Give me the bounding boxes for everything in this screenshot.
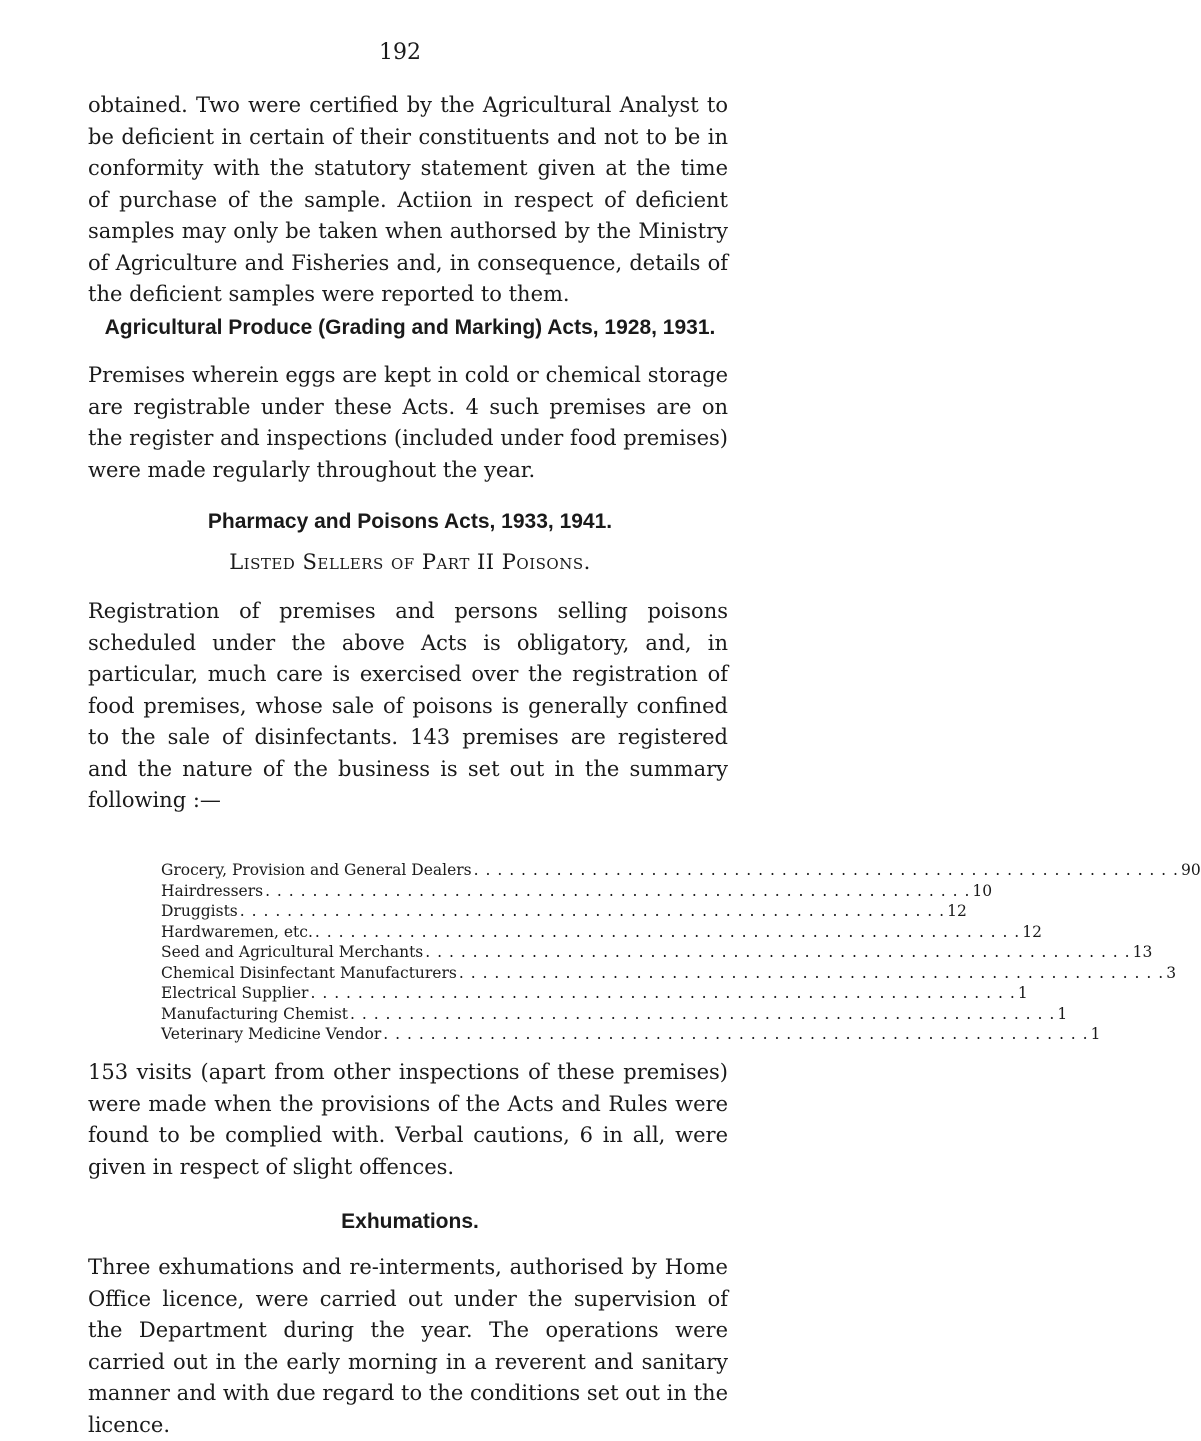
heading-agricultural-produce-acts: Agricultural Produce (Grading and Marking) Acts, 1928, 1931.	[104, 316, 716, 339]
summary-label: Electrical Supplier	[161, 984, 309, 1002]
summary-label: Druggists	[161, 902, 238, 920]
summary-label: Hairdressers	[161, 881, 264, 900]
dot-leader: . . . . . . . . . . . . . . . . . . . . . . . . . . . . . . . . . . . . . . . . . . . . . . . . . . . . . . . . . . . .	[473, 861, 1179, 879]
dot-leader: . . . . . . . . . . . . . . . . . . . . . . . . . . . . . . . . . . . . . . . . . . . . . . . . . . . . . . . . . . . .	[350, 1004, 1056, 1023]
paragraph-analyst-samples: obtained. Two were certified by the Agricultural Analyst to be deficient in certain of their constituents and not to be in conformity with the statutory statement given at the time of purchase of the sample. Actiion in respect of deficient samples may only be taken when authorsed by the Ministry of Agriculture and Fisheries and, in consequence, details of the deficient samples were reported to them.	[88, 93, 728, 306]
heading-exhumations: Exhumations.	[341, 1210, 479, 1233]
dot-leader: . . . . . . . . . . . . . . . . . . . . . . . . . . . . . . . . . . . . . . . . . . . . . . . . . . . . . . . . . . . .	[239, 902, 946, 920]
summary-value: 10	[972, 881, 993, 900]
summary-row	[161, 860, 1201, 881]
business-summary-list	[161, 860, 1201, 1045]
summary-row	[161, 1024, 1101, 1045]
paragraph-exhumations: Three exhumations and re-interments, authorised by Home Office licence, were carried out under the supervision of the Department during the year. The operations were carried out in the early morning in a reverent and sanitary manner and with due regard to the conditions set out in the licence.	[88, 1255, 728, 1437]
summary-label: Veterinary Medicine Vendor	[161, 1025, 382, 1043]
heading-pharmacy-poisons-acts: Pharmacy and Poisons Acts, 1933, 1941.	[207, 510, 613, 533]
summary-label: Grocery, Provision and General Dealers	[161, 861, 472, 879]
dot-leader: . . . . . . . . . . . . . . . . . . . . . . . . . . . . . . . . . . . . . . . . . . . . . . . . . . . . . . . . . . . .	[310, 984, 1016, 1002]
summary-label: Hardwaremen, etc.	[161, 922, 313, 941]
page-number: 192	[379, 40, 421, 65]
paragraph-registration: Registration of premises and persons selling poisons scheduled under the above Acts is obligatory, and, in particular, much care is exercised over the registration of food premises, whose sale of poisons is generally confined to the sale of disinfectants. 143 premises are registered and the nature of the business is set out in the summary following :—	[88, 599, 728, 812]
summary-row	[161, 963, 1177, 984]
summary-value: 12	[1022, 922, 1042, 941]
summary-row	[161, 1004, 1068, 1025]
summary-value: 12	[947, 902, 967, 920]
dot-leader: . . . . . . . . . . . . . . . . . . . . . . . . . . . . . . . . . . . . . . . . . . . . . . . . . . . . . . . . . . . .	[314, 922, 1021, 941]
summary-value: 1	[1017, 984, 1028, 1002]
summary-label: Seed and Agricultural Merchants	[161, 943, 424, 961]
summary-row	[161, 922, 1042, 943]
summary-label: Manufacturing Chemist	[161, 1004, 348, 1023]
summary-value: 1	[1057, 1004, 1068, 1023]
dot-leader: . . . . . . . . . . . . . . . . . . . . . . . . . . . . . . . . . . . . . . . . . . . . . . . . . . . . . . . . . . . .	[383, 1025, 1089, 1043]
dot-leader: . . . . . . . . . . . . . . . . . . . . . . . . . . . . . . . . . . . . . . . . . . . . . . . . . . . . . . . . . . . .	[458, 963, 1165, 982]
summary-value: 3	[1166, 963, 1177, 982]
dot-leader: . . . . . . . . . . . . . . . . . . . . . . . . . . . . . . . . . . . . . . . . . . . . . . . . . . . . . . . . . . . .	[265, 881, 971, 900]
paragraph-egg-storage: Premises wherein eggs are kept in cold or chemical storage are registrable under these Acts. 4 such premises are on the register and inspections (included under food premises) were made regularly throughout the year.	[88, 363, 728, 482]
subheading-listed-sellers: Listed Sellers of Part II Poisons.	[229, 550, 591, 574]
summary-row	[161, 983, 1028, 1004]
summary-value: 1	[1090, 1025, 1101, 1043]
summary-row	[161, 901, 967, 922]
summary-value: 90	[1180, 861, 1201, 879]
summary-row	[161, 881, 993, 902]
summary-row	[161, 942, 1153, 963]
summary-label: Chemical Disinfectant Manufacturers	[161, 963, 457, 982]
dot-leader: . . . . . . . . . . . . . . . . . . . . . . . . . . . . . . . . . . . . . . . . . . . . . . . . . . . . . . . . . . . .	[425, 943, 1131, 961]
paragraph-visits: 153 visits (apart from other inspections of these premises) were made when the provisions of the Acts and Rules were found to be complied with. Verbal cautions, 6 in all, were given in respect of slight offences.	[88, 1060, 728, 1179]
summary-value: 13	[1132, 943, 1153, 961]
